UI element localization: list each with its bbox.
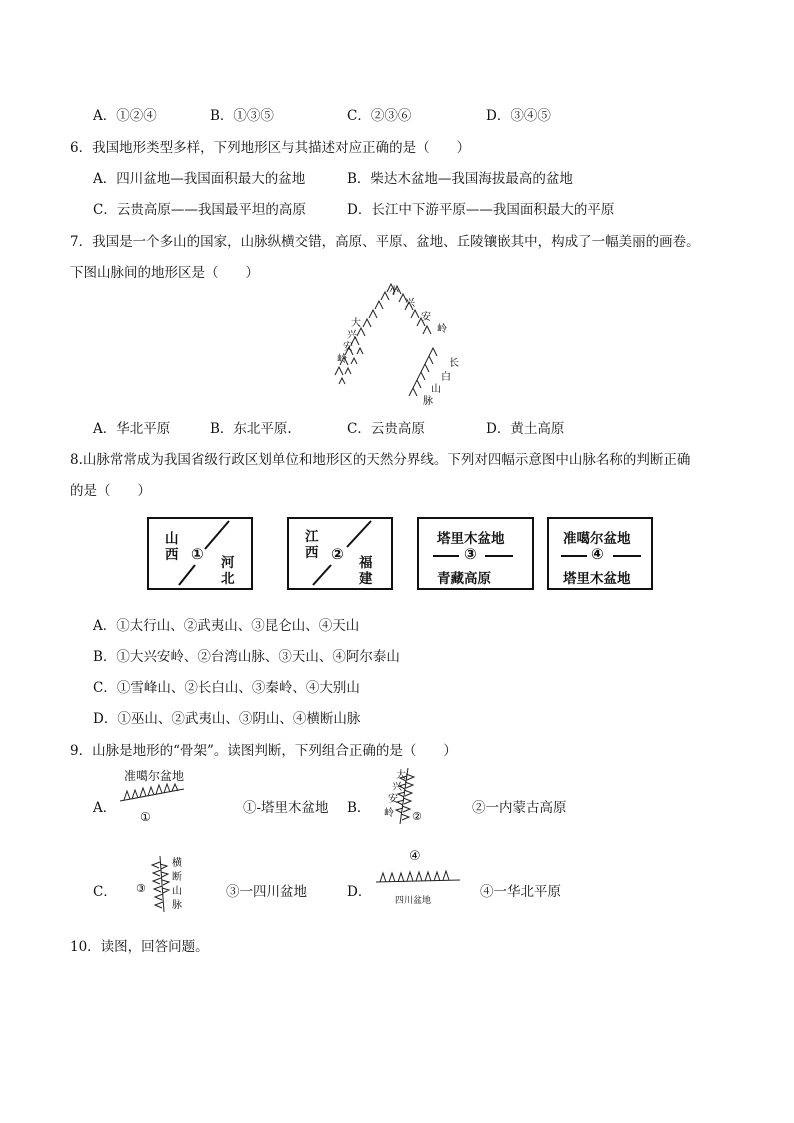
q9-d-answer: ④一华北平原 <box>480 884 561 900</box>
q7-stem-line2: 下图山脉间的地形区是（ ） <box>70 265 259 281</box>
q7-option-d: D．黄土高原 <box>486 421 565 437</box>
q8-diagram-4 <box>547 517 653 590</box>
q8-option-a: A．①太行山、②武夷山、③昆仑山、④天山 <box>93 618 360 634</box>
q6-stem: 6．我国地形类型多样，下列地形区与其描述对应正确的是（ ） <box>70 140 471 156</box>
q9-a-map-label: 准噶尔盆地 <box>124 769 185 783</box>
q6-option-c: C．云贵高原——我国最平坦的高原 <box>93 202 306 218</box>
label-top: 塔里木盆地 <box>437 531 505 547</box>
label-xing1: 兴 <box>405 298 415 309</box>
label-da: 大 <box>396 770 406 781</box>
label-left-bottom: 西 <box>305 545 319 561</box>
q9-d-map-label: 四川盆地 <box>395 896 432 906</box>
q9-b-mountain-icon <box>378 764 434 830</box>
label-an2: 安 <box>343 342 353 353</box>
q9-a-answer: ①-塔里木盆地 <box>243 800 329 816</box>
label-ling1: 岭 <box>437 324 447 335</box>
label-xiao: 小 <box>389 286 399 297</box>
label-an1: 安 <box>421 312 431 323</box>
q8-diagram-1 <box>147 517 253 590</box>
q9-b-number: ② <box>412 810 422 823</box>
q6-option-d: D．长江中下游平原——我国面积最大的平原 <box>347 202 615 218</box>
q9-a-letter: A． <box>93 800 117 816</box>
label-mai: 脉 <box>423 396 433 407</box>
q9-a-number: ① <box>140 810 151 824</box>
q6-option-a: A．四川盆地—我国面积最大的盆地 <box>93 171 306 187</box>
q9-c-answer: ③一四川盆地 <box>226 884 307 900</box>
label-bai: 白 <box>441 372 451 383</box>
label-chang: 长 <box>449 358 459 369</box>
mountain-number: ③ <box>464 545 477 563</box>
label-ling2: 岭 <box>337 354 347 365</box>
q5-option-b: B．①③⑤ <box>210 108 274 124</box>
boundary-line-right <box>613 555 641 557</box>
q9-a-mountain-icon <box>118 783 188 805</box>
q7-stem-line1: 7．我国是一个多山的国家，山脉纵横交错，高原、平原、盆地、丘陵镶嵌其中，构成了一幅美丽的画卷。 <box>70 234 700 250</box>
q6-option-b: B．柴达木盆地—我国海拔最高的盆地 <box>347 171 573 187</box>
mountain-number: ② <box>331 545 344 563</box>
q7-option-c: C．云贵高原 <box>347 421 425 437</box>
q9-d-letter: D． <box>347 884 372 900</box>
q8-option-b: B．①大兴安岭、②台湾山脉、③天山、④阿尔泰山 <box>93 649 400 665</box>
q5-option-c: C．②③⑥ <box>347 108 412 124</box>
q7-option-b: B．东北平原. <box>210 421 292 437</box>
q8-diagram-2 <box>287 517 393 590</box>
label-left-bottom: 西 <box>165 547 179 563</box>
label-ling: 岭 <box>384 808 394 819</box>
q5-option-a: A．①②④ <box>93 108 157 124</box>
q9-b-letter: B． <box>347 800 371 816</box>
label-bottom: 青藏高原 <box>437 571 491 587</box>
q9-b-answer: ②一内蒙古高原 <box>472 800 567 816</box>
q7-option-a: A．华北平原 <box>93 421 171 437</box>
label-an: 安 <box>388 794 398 805</box>
q7-mountain-map <box>325 280 475 410</box>
q9-d-number: ④ <box>409 849 421 864</box>
q10-stem: 10．读图，回答问题。 <box>70 939 209 955</box>
label-top: 准噶尔盆地 <box>563 531 631 547</box>
q8-stem-line2: 的是（ ） <box>70 483 151 499</box>
label-shan: 山 <box>172 886 182 897</box>
q9-c-number: ③ <box>136 882 146 895</box>
label-xing: 兴 <box>392 782 402 793</box>
label-right-top: 河 <box>221 555 235 571</box>
mountain-number: ① <box>191 545 204 563</box>
q8-stem-line1: 8.山脉常常成为我国省级行政区划单位和地形区的天然分界线。下列对四幅示意图中山脉名称的判断正确 <box>70 452 691 468</box>
label-da: 大 <box>351 318 361 329</box>
label-right-bottom: 建 <box>359 571 373 587</box>
boundary-line-left <box>433 555 459 557</box>
q9-stem: 9．山脉是地形的“骨架”。读图判断，下列组合正确的是（ ） <box>70 743 457 759</box>
q8-diagram-3 <box>417 517 534 590</box>
label-left-top: 江 <box>305 529 319 545</box>
mountain-number: ④ <box>591 545 604 563</box>
label-mai: 脉 <box>172 900 182 911</box>
boundary-line-right <box>485 555 513 557</box>
label-bottom: 塔里木盆地 <box>563 571 631 587</box>
label-right-top: 福 <box>359 555 373 571</box>
q8-option-c: C．①雪峰山、②长白山、③秦岭、④大别山 <box>93 680 360 696</box>
label-shan: 山 <box>431 384 441 395</box>
q8-option-d: D．①巫山、②武夷山、③阴山、④横断山脉 <box>93 711 361 727</box>
boundary-line-left <box>561 555 587 557</box>
q9-c-mountain-icon <box>134 852 190 918</box>
q9-c-letter: C． <box>93 884 117 900</box>
q9-d-mountain-icon <box>374 866 464 888</box>
q5-option-d: D．③④⑤ <box>486 108 551 124</box>
label-heng: 横 <box>172 858 182 869</box>
label-duan: 断 <box>172 872 182 883</box>
label-left-top: 山 <box>165 531 179 547</box>
label-xing2: 兴 <box>347 330 357 341</box>
label-right-bottom: 北 <box>221 571 235 587</box>
